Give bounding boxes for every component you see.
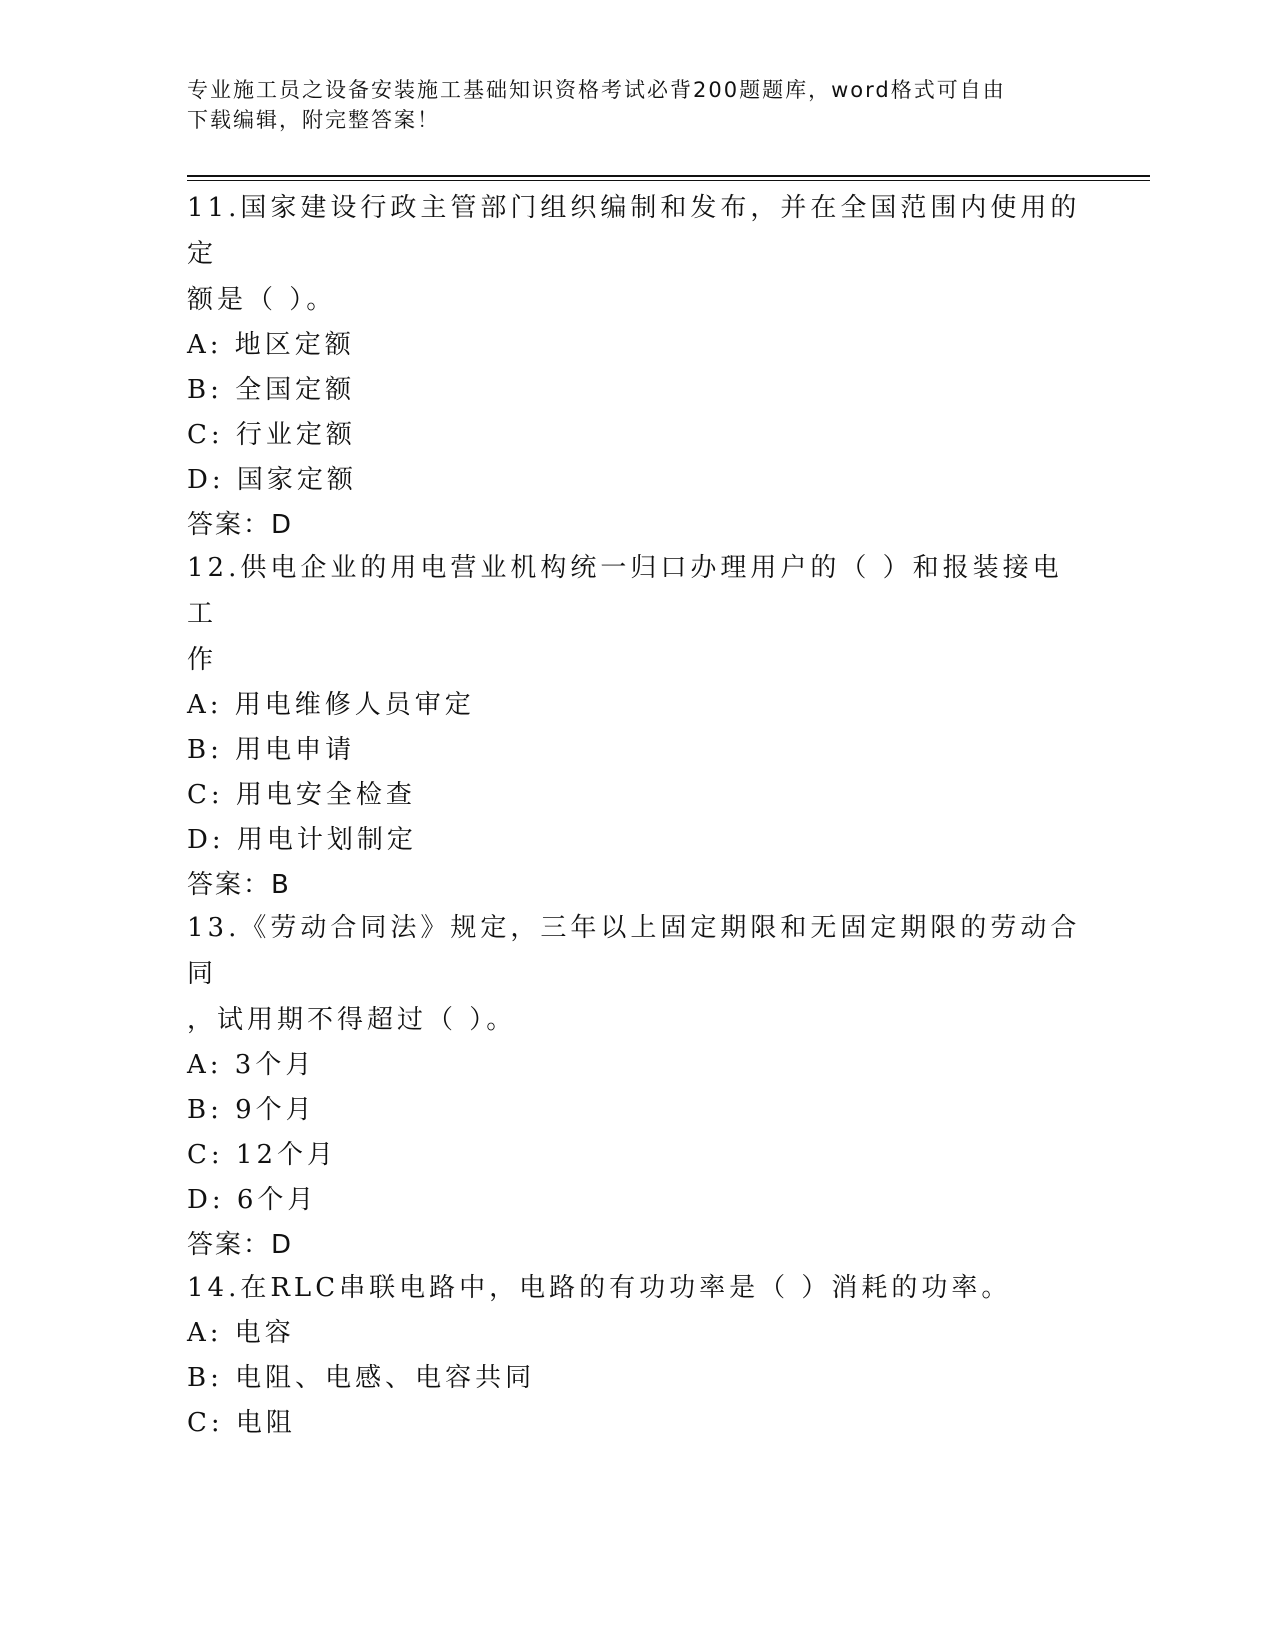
question-stem-line-1: 13.《劳动合同法》规定，三年以上固定期限和无固定期限的劳动合同 [187, 913, 1081, 989]
option-b: B: 电阻、电感、电容共同 [187, 1363, 536, 1393]
question-11 [187, 185, 1087, 548]
option-c: C: 12个月 [187, 1140, 338, 1170]
option-a: A: 用电维修人员审定 [187, 690, 475, 720]
option-a: A: 3个月 [187, 1050, 316, 1080]
answer: 答案：D [187, 1230, 294, 1260]
question-stem-line-2: ，试用期不得超过（ ）。 [187, 1005, 517, 1035]
option-d: D: 用电计划制定 [187, 825, 417, 855]
question-13 [187, 905, 1087, 1268]
document-header [187, 75, 1067, 135]
answer: 答案：D [187, 510, 294, 540]
question-14 [187, 1265, 1087, 1446]
question-12 [187, 545, 1087, 908]
option-a: A: 地区定额 [187, 330, 355, 360]
option-c: C: 用电安全检查 [187, 780, 416, 810]
option-b: B: 9个月 [187, 1095, 316, 1125]
question-stem-line-1: 14.在RLC串联电路中，电路的有功功率是（ ）消耗的功率。 [187, 1273, 1012, 1303]
header-line-2: 下载编辑，附完整答案！ [187, 108, 440, 132]
question-stem-line-1: 11.国家建设行政主管部门组织编制和发布，并在全国范围内使用的定 [187, 193, 1081, 269]
answer: 答案：B [187, 870, 291, 900]
option-b: B: 全国定额 [187, 375, 356, 405]
question-stem-line-1: 12.供电企业的用电营业机构统一归口办理用户的（ ）和报装接电工 [187, 553, 1063, 629]
option-c: C: 行业定额 [187, 420, 356, 450]
header-line-1: 专业施工员之设备安装施工基础知识资格考试必背200题题库，word格式可自由 [187, 78, 1006, 102]
question-stem-line-2: 作 [187, 645, 218, 675]
option-b: B: 用电申请 [187, 735, 356, 765]
header-rule-thin [187, 180, 1150, 181]
question-stem-line-2: 额是（ ）。 [187, 285, 337, 315]
option-c: C: 电阻 [187, 1408, 296, 1438]
header-rule-thick [187, 175, 1150, 177]
option-d: D: 国家定额 [187, 465, 357, 495]
option-d: D: 6个月 [187, 1185, 318, 1215]
option-a: A: 电容 [187, 1318, 295, 1348]
